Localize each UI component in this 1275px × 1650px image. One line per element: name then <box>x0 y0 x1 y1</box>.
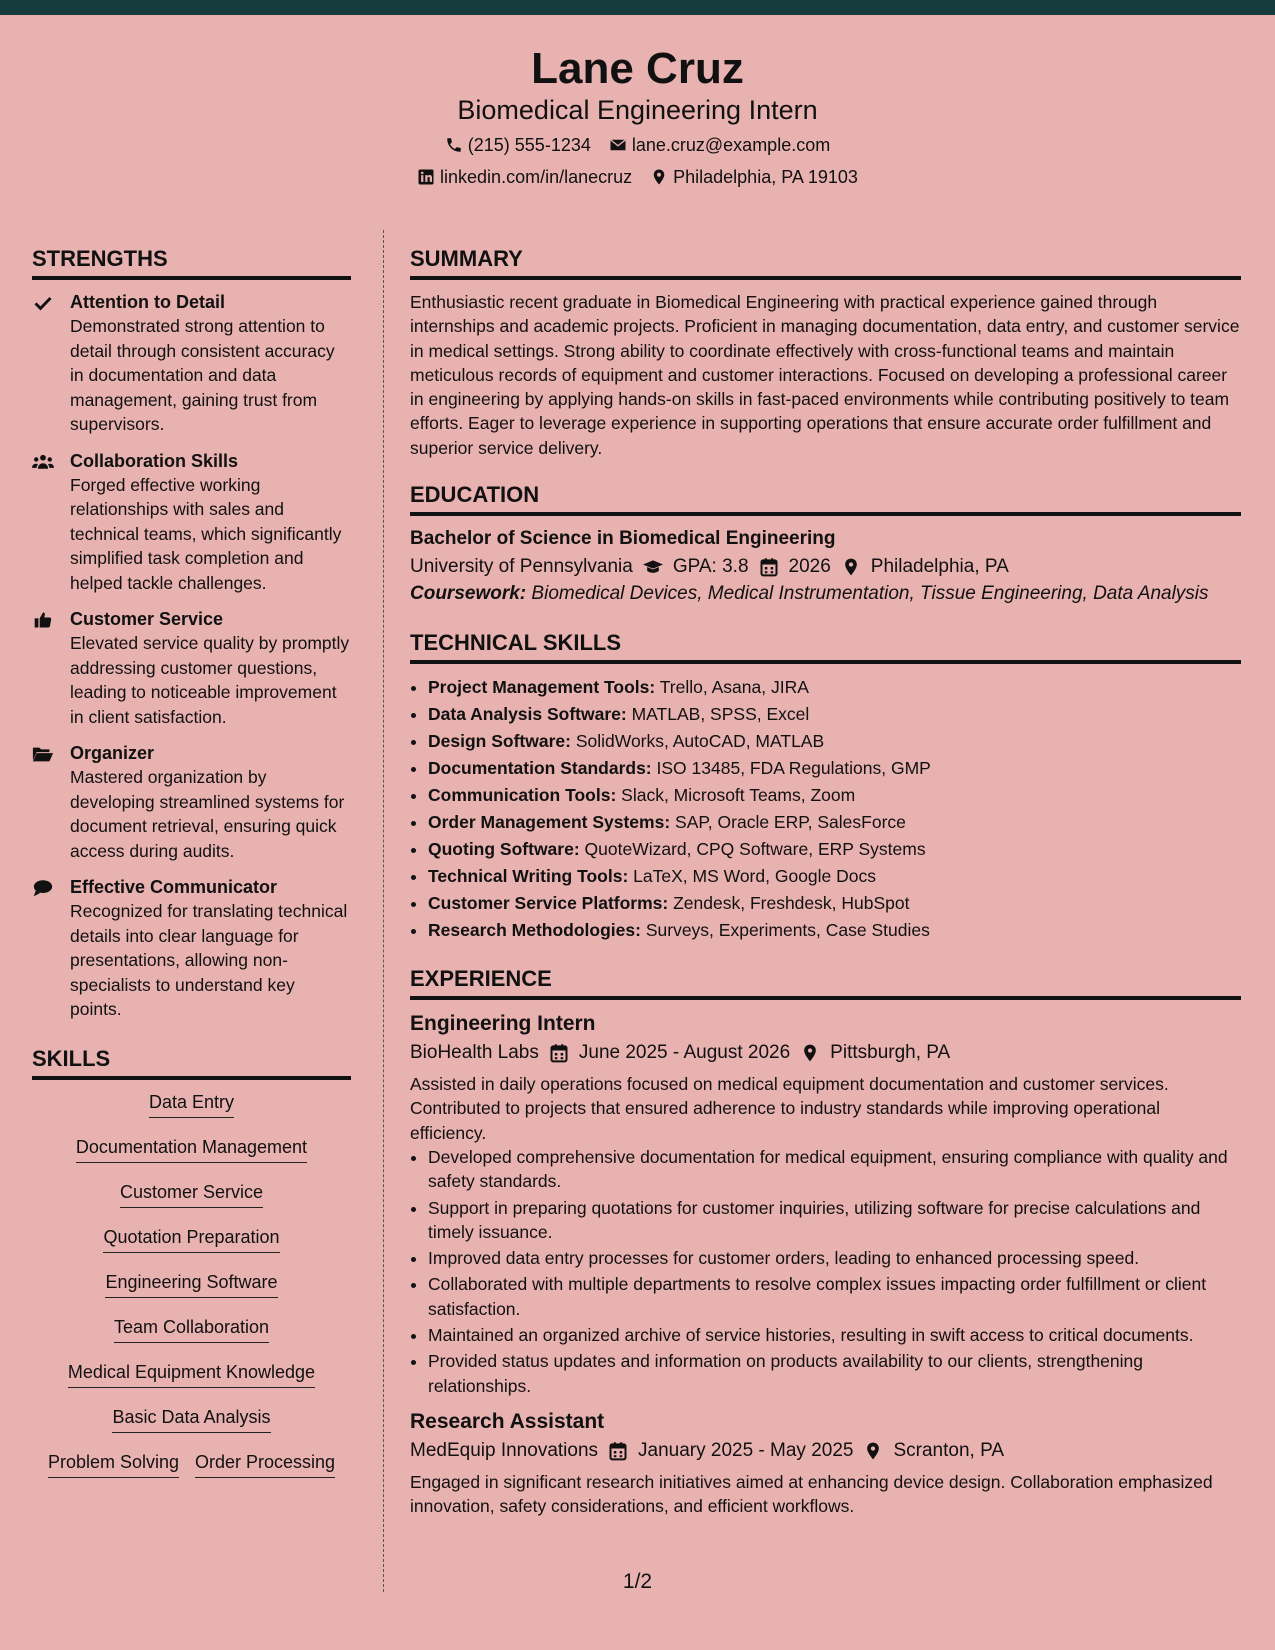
tech-skill-value: MATLAB, SPSS, Excel <box>631 704 810 725</box>
map-marker-icon <box>863 1441 883 1461</box>
skill-tag: Basic Data Analysis <box>112 1405 270 1433</box>
candidate-name: Lane Cruz <box>531 44 744 93</box>
tech-skill-label: Order Management Systems: <box>428 812 671 833</box>
technical-skills-list <box>410 674 1241 944</box>
tech-skill-label: Documentation Standards: <box>428 758 652 779</box>
coursework-list: Biomedical Devices, Medical Instrumentation, Tissue Engineering, Data Analysis <box>531 583 1209 605</box>
list-item <box>428 728 1241 755</box>
linkedin-text[interactable]: linkedin.com/in/lanecruz <box>440 167 633 187</box>
tech-skill-value: SolidWorks, AutoCAD, MATLAB <box>575 731 825 752</box>
strength-desc: Mastered organization by developing streamlined systems for document retrieval, ensuring quick access during audits. <box>70 767 345 861</box>
list-item <box>428 809 1241 836</box>
tech-skill-value: SAP, Oracle ERP, SalesForce <box>675 812 906 833</box>
skill-tag: Problem Solving <box>48 1450 179 1478</box>
check-icon <box>32 293 54 313</box>
contact-row-2 <box>0 165 1275 189</box>
job-description: Assisted in daily operations focused on medical equipment documentation and customer services. Contributed to projects that ensured adherence to industry standards while improving operational efficiency. <box>410 1074 1169 1143</box>
list-item <box>428 701 1241 728</box>
technical-skills-heading: TECHNICAL SKILLS <box>410 626 1241 664</box>
strength-title: Effective Communicator <box>70 877 278 897</box>
tech-skill-value: Surveys, Experiments, Case Studies <box>645 920 930 941</box>
job-description: Engaged in significant research initiatives aimed at enhancing device design. Collaboration emphasized innovation, safety considerations, and efficient workflows. <box>410 1471 1213 1517</box>
job-dates: June 2025 - August 2026 <box>578 1042 791 1064</box>
tech-skill-value: Slack, Microsoft Teams, Zoom <box>621 785 856 806</box>
map-marker-icon <box>841 557 861 577</box>
tech-skill-label: Research Methodologies: <box>428 920 641 941</box>
column-divider <box>383 230 384 1592</box>
right-column <box>410 242 1241 1519</box>
comment-icon <box>32 878 54 898</box>
map-marker-icon <box>800 1043 820 1063</box>
contact-row-1 <box>0 133 1275 157</box>
degree-title: Bachelor of Science in Biomedical Engineering <box>410 528 836 550</box>
tech-skill-value: ISO 13485, FDA Regulations, GMP <box>656 758 931 779</box>
job-role: Engineering Intern <box>410 1012 596 1036</box>
strength-title: Organizer <box>70 743 155 763</box>
strength-title: Collaboration Skills <box>70 450 239 471</box>
location-text: Philadelphia, PA 19103 <box>673 167 858 187</box>
strength-title: Attention to Detail <box>70 292 225 312</box>
school-name: University of Pennsylvania <box>410 556 633 578</box>
thumbs-up-icon <box>32 610 54 630</box>
location-item <box>650 165 858 189</box>
phone-item <box>445 133 591 157</box>
strength-desc: Elevated service quality by promptly addressing customer questions, leading to noticeable improvement in client satisfaction. <box>70 633 350 727</box>
phone-icon <box>445 136 463 154</box>
graduation-cap-icon <box>643 557 663 577</box>
list-item: • Developed comprehensive documentation for medical equipment, ensuring compliance with quality and safety standards. <box>428 1145 1241 1194</box>
strength-desc: Forged effective working relationships with sales and technical teams, which significantly simplified task completion and helped tackle challenges. <box>70 474 342 593</box>
list-item: • Support in preparing quotations for customer inquiries, utilizing software for precise calculations and timely issuance. <box>428 1196 1241 1245</box>
resume-header <box>0 15 1275 205</box>
list-item <box>428 890 1241 917</box>
strength-item <box>32 449 351 596</box>
skills-list <box>32 1090 351 1495</box>
job-location: Scranton, PA <box>893 1439 1005 1461</box>
skills-heading: SKILLS <box>32 1042 351 1080</box>
strength-desc: Demonstrated strong attention to detail through consistent accuracy in documentation and data management, gaining trust from supervisors. <box>70 316 335 434</box>
candidate-title: Biomedical Engineering Intern <box>457 95 818 125</box>
tech-skill-value: QuoteWizard, CPQ Software, ERP Systems <box>584 839 926 860</box>
job-bullets <box>410 1145 1241 1398</box>
strength-item <box>32 607 351 729</box>
list-item <box>428 674 1241 701</box>
grad-year: 2026 <box>788 556 831 578</box>
skill-tag: Team Collaboration <box>114 1315 269 1343</box>
coursework <box>410 582 1241 606</box>
linkedin-item[interactable] <box>417 165 632 189</box>
map-marker-icon <box>650 168 668 186</box>
summary-heading: SUMMARY <box>410 242 1241 280</box>
gpa-text: GPA: 3.8 <box>672 556 749 578</box>
school-location: Philadelphia, PA <box>870 556 1009 578</box>
job-dates: January 2025 - May 2025 <box>638 1439 854 1461</box>
tech-skill-value: Zendesk, Freshdesk, HubSpot <box>673 893 910 914</box>
phone-text: (215) 555-1234 <box>467 135 591 155</box>
experience-entry <box>410 1408 1241 1519</box>
tech-skill-label: Communication Tools: <box>428 785 617 806</box>
company-name: BioHealth Labs <box>410 1042 539 1064</box>
tech-skill-label: Data Analysis Software: <box>428 704 627 725</box>
skill-tag: Quotation Preparation <box>103 1225 279 1253</box>
list-item: • Improved data entry processes for customer orders, leading to enhanced processing speed. <box>428 1246 1241 1270</box>
skill-tag: Documentation Management <box>76 1135 307 1163</box>
tech-skill-value: LaTeX, MS Word, Google Docs <box>633 866 877 887</box>
education-meta <box>410 552 1241 582</box>
tech-skill-label: Design Software: <box>428 731 571 752</box>
strengths-heading: STRENGTHS <box>32 242 351 280</box>
top-accent-bar <box>0 0 1275 15</box>
skill-tag: Data Entry <box>149 1090 234 1118</box>
list-item: • Maintained an organized archive of service histories, resulting in swift access to critical documents. <box>428 1323 1241 1347</box>
list-item: • Collaborated with multiple departments to resolve complex issues impacting order fulfillment or client satisfaction. <box>428 1272 1241 1321</box>
email-item[interactable] <box>609 133 830 157</box>
strength-item <box>32 290 351 437</box>
calendar-icon <box>608 1441 628 1461</box>
tech-skill-value: Trello, Asana, JIRA <box>659 677 809 698</box>
users-icon <box>32 452 54 472</box>
company-name: MedEquip Innovations <box>410 1439 599 1461</box>
list-item <box>428 755 1241 782</box>
list-item: • Provided status updates and information on products availability to our clients, strengthening relationships. <box>428 1349 1241 1398</box>
skill-tag: Engineering Software <box>105 1270 277 1298</box>
list-item <box>428 782 1241 809</box>
list-item <box>428 836 1241 863</box>
tech-skill-label: Quoting Software: <box>428 839 580 860</box>
coursework-label: Coursework: <box>410 583 527 605</box>
tech-skill-label: Customer Service Platforms: <box>428 893 669 914</box>
left-column <box>32 242 351 1495</box>
skill-tag: Medical Equipment Knowledge <box>68 1360 315 1388</box>
linkedin-icon <box>417 168 435 186</box>
skill-tag: Customer Service <box>120 1180 263 1208</box>
education-heading: EDUCATION <box>410 478 1241 516</box>
calendar-icon <box>549 1043 569 1063</box>
job-location: Pittsburgh, PA <box>830 1042 951 1064</box>
envelope-icon <box>609 136 627 154</box>
email-text[interactable]: lane.cruz@example.com <box>631 135 831 155</box>
strength-item <box>32 875 351 1022</box>
experience-entry <box>410 1010 1241 1398</box>
summary-text: Enthusiastic recent graduate in Biomedical Engineering with practical experience gained through internships and academic projects. Proficient in managing documentation, data entry, and customer service in medical settings. Strong ability to coordinate effectively with cross-functional teams and maintain meticulous records of equipment and customer interactions. Focused on developing a professional career in engineering by applying hands-on skills in fast-paced environments while contributing positively to team efforts. Eager to leverage experience in supporting operations that ensure accurate order fulfillment and superior service delivery. <box>410 292 1240 458</box>
strength-desc: Recognized for translating technical details into clear language for presentations, allowing non-specialists to understand key points. <box>70 901 348 1019</box>
job-meta <box>410 1436 1241 1466</box>
calendar-icon <box>759 557 779 577</box>
list-item <box>428 863 1241 890</box>
strength-item <box>32 741 351 863</box>
page-number: 1/2 <box>622 1570 653 1593</box>
strength-title: Customer Service <box>70 609 224 629</box>
job-meta <box>410 1038 1241 1068</box>
job-role: Research Assistant <box>410 1409 605 1433</box>
skill-tag: Order Processing <box>195 1450 335 1478</box>
tech-skill-label: Project Management Tools: <box>428 677 656 698</box>
experience-heading: EXPERIENCE <box>410 962 1241 1000</box>
folder-open-icon <box>32 744 54 764</box>
tech-skill-label: Technical Writing Tools: <box>428 866 629 887</box>
list-item <box>428 917 1241 944</box>
